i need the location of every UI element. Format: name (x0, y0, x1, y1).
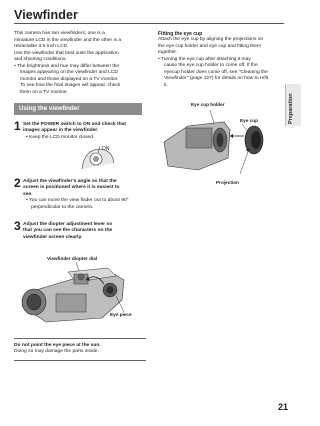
step-3 (23, 222, 147, 241)
intro-text (14, 31, 146, 96)
step-3-line: viewfinder screen clearly. (23, 234, 83, 240)
eye-cup-bullet-line: cause the eye cup holder to come off. If the (164, 63, 258, 69)
page-title: Viewfinder (14, 8, 78, 22)
page-number: 21 (277, 402, 288, 412)
eye-cup-heading: Fitting the eye cup (158, 31, 203, 37)
warning-bold-text: Do not point the eye piece at the sun. (14, 343, 101, 348)
fit-arrowhead (230, 134, 233, 138)
eye-cup-line: together. (158, 50, 178, 56)
projection-mark (247, 149, 250, 152)
intro-bullet-line: monitor and those displayed on a TV monitor. (20, 76, 119, 82)
eye-cup-opening (251, 131, 261, 149)
eye-piece-inner (107, 287, 114, 294)
step-3-line: that you can see the characters on the (23, 228, 113, 234)
diopter-dial-shape (78, 274, 84, 280)
step-2 (23, 179, 147, 211)
eye-cup-bullet-line: eyecup holder does come off, see "Cleaning the (164, 69, 268, 75)
side-tab-label: Preparation (288, 93, 294, 124)
projection-leader (240, 152, 248, 174)
eye-cup-section (158, 31, 284, 89)
title-divider (14, 23, 284, 24)
eye-cup-bullet-line: Viewfinder" (page 127) for details on how to refit (164, 76, 269, 82)
power-switch-illustration (78, 141, 118, 173)
eye-piece-label: Eye piece (110, 312, 132, 317)
switch-knob (94, 157, 99, 162)
eye-cup-illustration (158, 106, 284, 180)
eye-cup-bullet-line: it. (164, 82, 168, 88)
eye-cup-holder-label: Eye cup holder (191, 102, 225, 107)
eye-cup-line: the eye cup holder and eye cup and fitting them (158, 43, 262, 49)
intro-bullet-line: To see how the final images will appear, check (20, 83, 121, 88)
step-2-line: Adjust the viewfinder's angle so that the (23, 179, 117, 184)
eye-cup-label: Eye cup (240, 118, 258, 123)
intro-bullet-line: • The brightness and hue may differ between the (14, 63, 120, 69)
diopter-dial-label: Viewfinder diopter dial (47, 256, 98, 261)
holder-opening (217, 133, 224, 147)
side-panel (56, 294, 86, 312)
eye-cup-line: Attach the eye cup by aligning the projections on (158, 37, 264, 43)
intro-line: Use the viewfinder that best suits the application (14, 50, 119, 56)
step-2-bullet: perpendicular to the camera. (31, 204, 94, 210)
step-2-bullet: • You can move the view finder out to about 90° (26, 198, 129, 204)
warning-bottom-rule (14, 360, 146, 361)
warning-note (14, 343, 146, 356)
section-heading: Using the viewfinder (14, 103, 142, 115)
switch-on-label: ON (102, 146, 110, 152)
intro-bullet-line: images appearing on the viewfinder and LCD (20, 70, 118, 75)
intro-line: miniature LCD in the viewfinder and the other is a (14, 37, 122, 43)
step-1-number: 1 (14, 119, 21, 133)
step-1 (23, 122, 147, 141)
camera-illustration (16, 260, 148, 332)
step-1-line: images appear in the viewfinder. (23, 128, 99, 134)
side-tab (285, 84, 301, 126)
eye-cup-bullet-line: • Turning the eye cup after attaching it may (158, 56, 251, 62)
step-2-line: screen is positioned where it is easiest to (23, 185, 120, 191)
projection-label: Projection (216, 180, 239, 185)
viewfinder-housing (186, 128, 212, 148)
lens (27, 294, 41, 310)
step-1-bullet: • Keep the LCD monitor closed. (26, 134, 95, 140)
warning-top-rule (14, 338, 146, 339)
step-3-number: 3 (14, 219, 21, 233)
step-3-line: Adjust the diopter adjustment lever so (23, 222, 113, 227)
warning-text: Doing so may damage the parts inside. (14, 349, 99, 355)
step-2-number: 2 (14, 176, 21, 190)
step-2-line: see. (23, 191, 33, 197)
step-1-line: Set the POWER switch to ON and check that (23, 122, 126, 127)
intro-line: This camera has two viewfinders; one is a (14, 31, 105, 36)
intro-line: retractable 3.5-inch LCD. (14, 44, 69, 49)
intro-line: and shooting conditions. (14, 57, 67, 62)
intro-bullet-line: them on a TV monitor. (20, 89, 69, 95)
